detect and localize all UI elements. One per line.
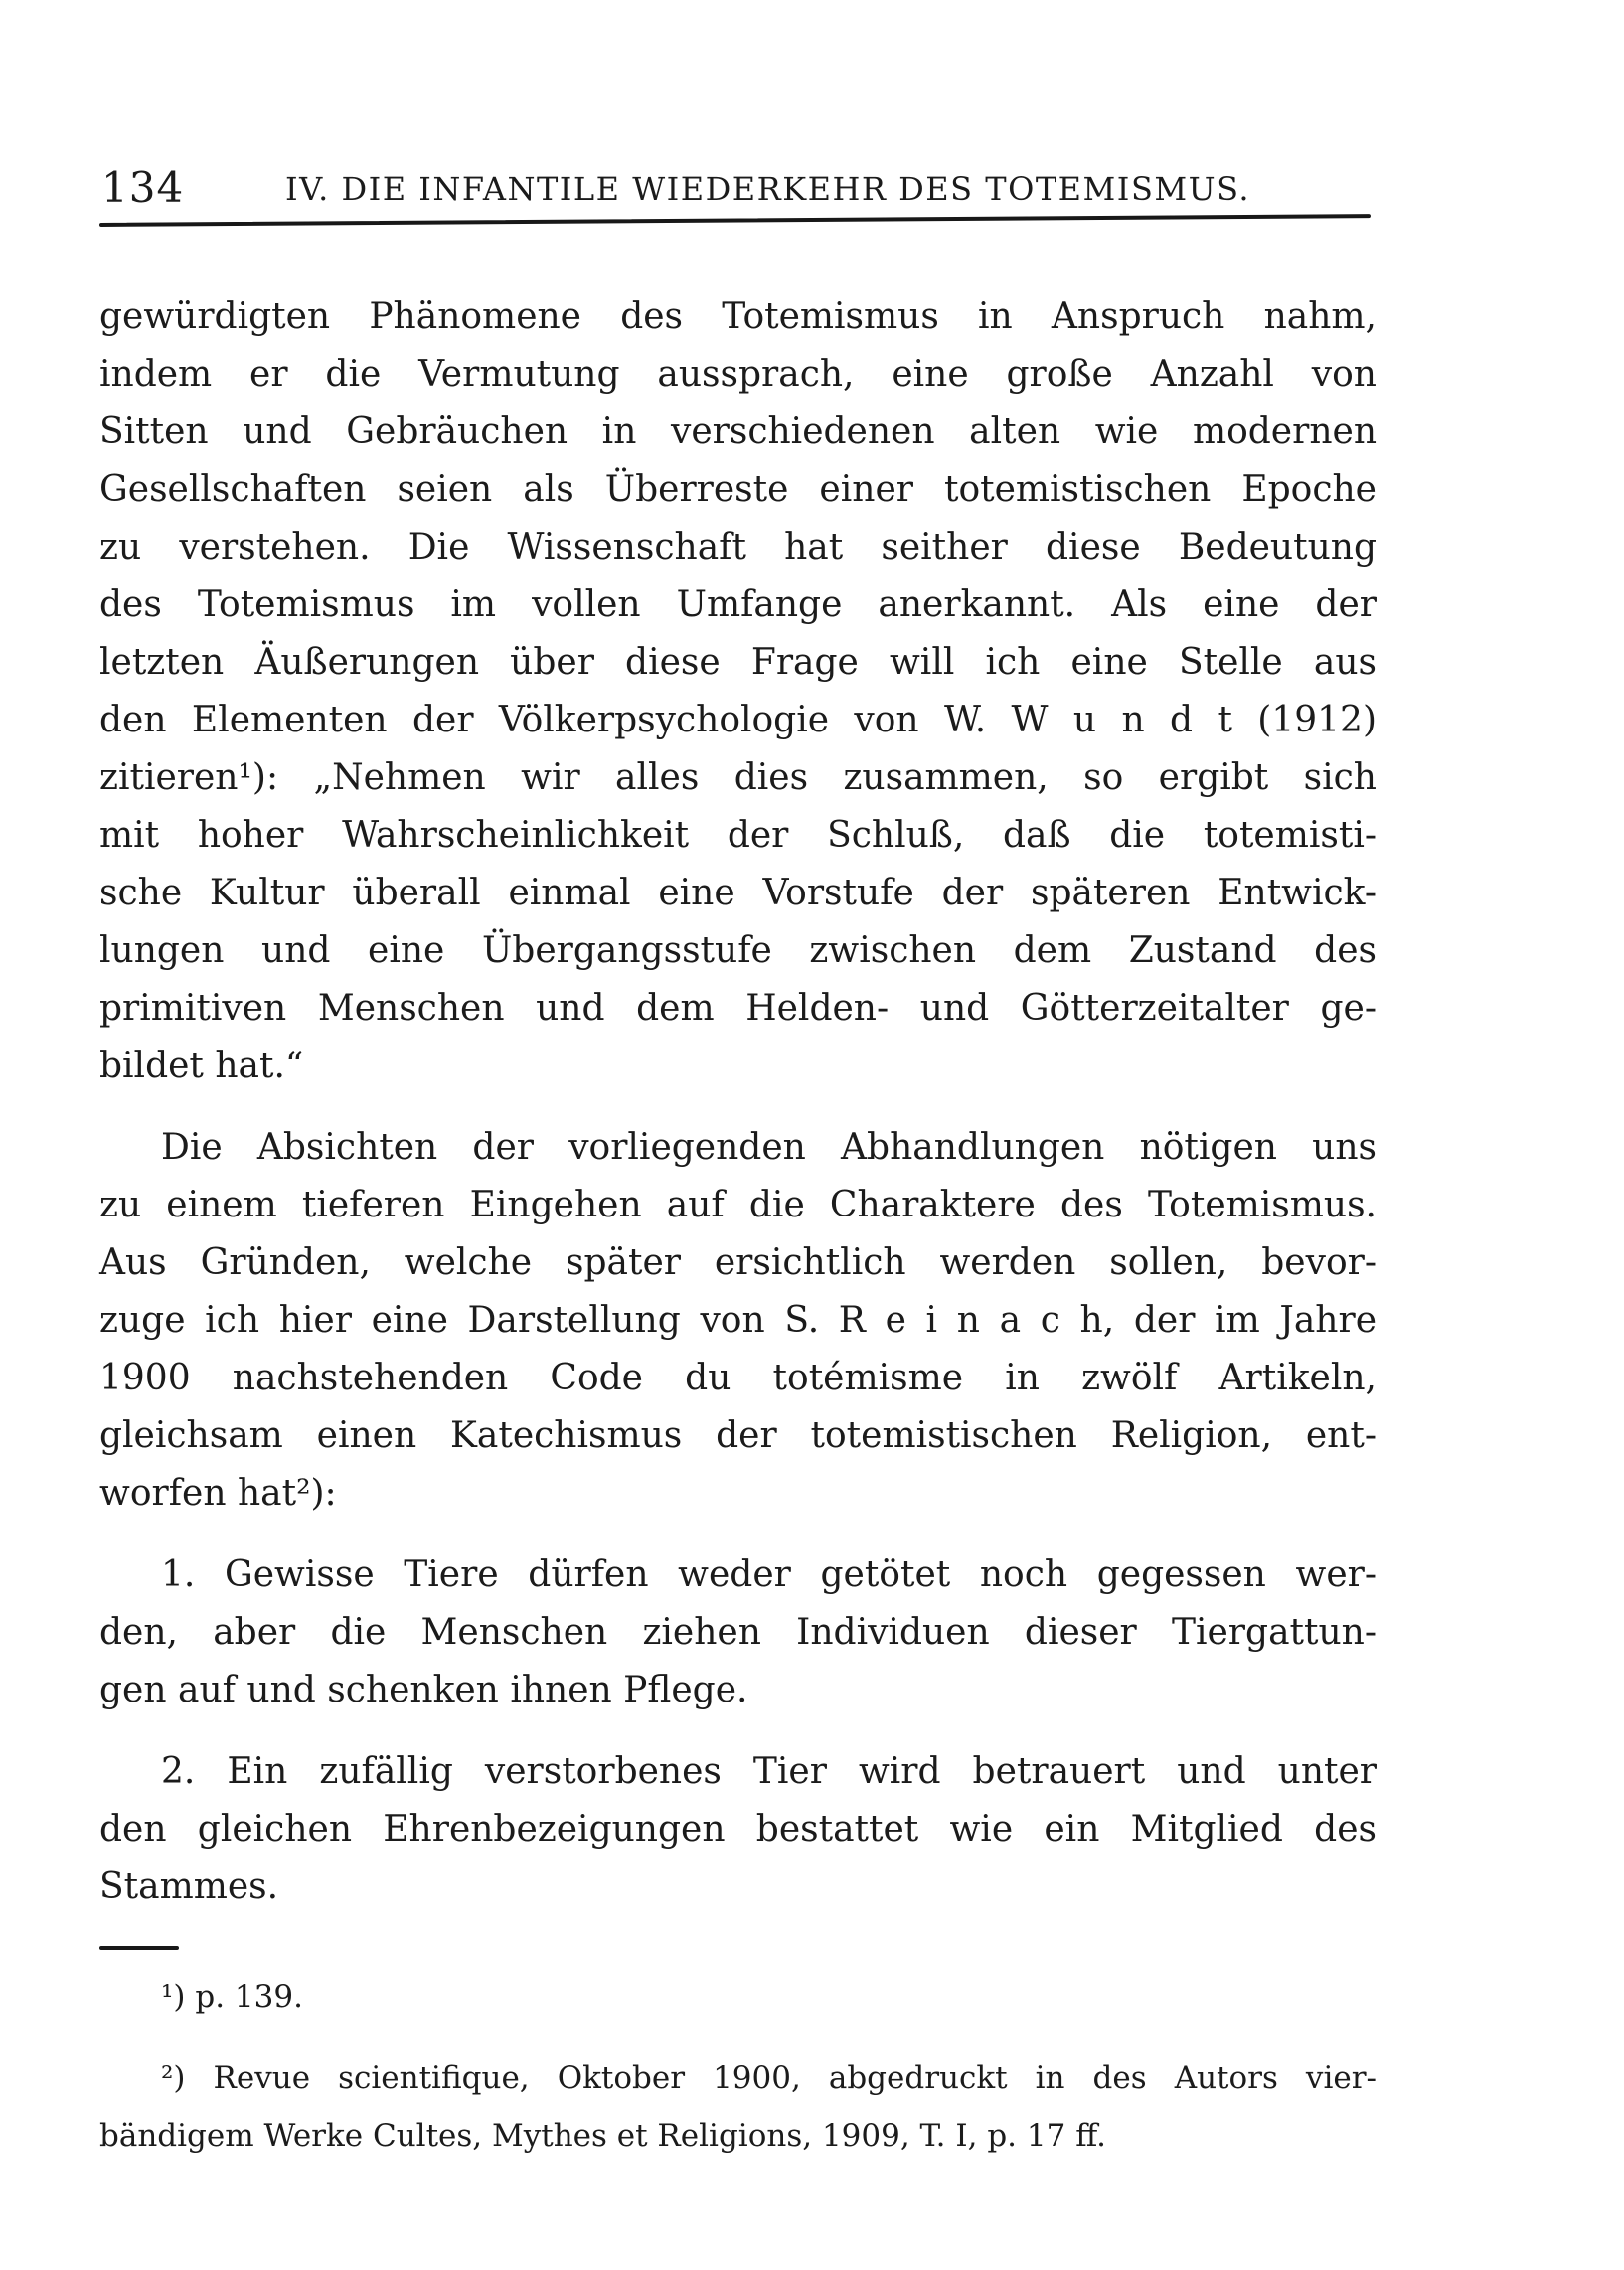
text-line: mit hoher Wahrscheinlichkeit der Schluß, daß die totemisti- bbox=[99, 815, 1377, 856]
footnote bbox=[99, 2049, 1377, 2165]
text-line: 2. Ein zufällig verstorbenes Tier wird betrauert und unter bbox=[161, 1751, 1377, 1792]
text-line: 1. Gewisse Tiere dürfen weder getötet noch gegessen wer- bbox=[161, 1554, 1377, 1595]
text-line: Sitten und Gebräuchen in verschiedenen alten wie modernen bbox=[99, 411, 1377, 452]
text-line: zu einem tieferen Eingehen auf die Charaktere des Totemismus. bbox=[99, 1185, 1377, 1225]
running-header bbox=[99, 165, 1377, 211]
text-line: zu verstehen. Die Wissenschaft hat seither diese Bedeutung bbox=[99, 527, 1377, 568]
page-content bbox=[99, 165, 1377, 2165]
text-line: Aus Gründen, welche später ersichtlich werden sollen, bevor- bbox=[99, 1242, 1377, 1283]
text-line: primitiven Menschen und dem Helden- und Götterzeitalter ge- bbox=[99, 988, 1377, 1029]
text-line: zuge ich hier eine Darstellung von S. R e i n a c h, der im Jahre bbox=[99, 1300, 1377, 1341]
footnote-line: ¹) p. 139. bbox=[161, 1979, 303, 2015]
text-line: den Elementen der Völkerpsychologie von W. W u n d t (1912) bbox=[99, 700, 1377, 740]
text-line: gen auf und schenken ihnen Pflege. bbox=[99, 1670, 748, 1710]
page-number: 134 bbox=[101, 163, 185, 212]
paragraph bbox=[99, 1546, 1377, 1719]
text-line: Stammes. bbox=[99, 1866, 279, 1907]
text-line: des Totemismus im vollen Umfange anerkannt. Als eine der bbox=[99, 584, 1377, 625]
text-line: sche Kultur überall einmal eine Vorstufe der späteren Entwick- bbox=[99, 873, 1377, 913]
text-line: letzten Äußerungen über diese Frage will ich eine Stelle aus bbox=[99, 642, 1377, 683]
text-line: gleichsam einen Katechismus der totemistischen Religion, ent- bbox=[99, 1415, 1377, 1456]
paragraph bbox=[99, 1743, 1377, 1916]
text-line: bildet hat.“ bbox=[99, 1046, 304, 1086]
text-line: 1900 nachstehenden Code du totémisme in zwölf Artikeln, bbox=[99, 1358, 1377, 1398]
paragraph bbox=[99, 288, 1377, 1095]
text-line: zitieren¹): „Nehmen wir alles dies zusammen, so ergibt sich bbox=[99, 757, 1377, 798]
running-title: IV. DIE INFANTILE WIEDERKEHR DES TOTEMISMUS. bbox=[284, 170, 1251, 208]
text-line: indem er die Vermutung aussprach, eine große Anzahl von bbox=[99, 354, 1377, 395]
footnotes bbox=[99, 1968, 1377, 2165]
text-line: den gleichen Ehrenbezeigungen bestattet wie ein Mitglied des bbox=[99, 1809, 1377, 1850]
text-line: gewürdigten Phänomene des Totemismus in Anspruch nahm, bbox=[99, 296, 1377, 337]
text-line: worfen hat²): bbox=[99, 1473, 337, 1514]
footnote-line: bändigem Werke Cultes, Mythes et Religions, 1909, T. I, p. 17 ff. bbox=[99, 2118, 1106, 2154]
text-line: lungen und eine Übergangsstufe zwischen dem Zustand des bbox=[99, 930, 1377, 971]
text-line: Die Absichten der vorliegenden Abhandlungen nötigen uns bbox=[161, 1127, 1377, 1168]
footnote-separator bbox=[99, 1946, 179, 1950]
header-rule bbox=[99, 214, 1371, 227]
paragraph bbox=[99, 1119, 1377, 1523]
text-line: Gesellschaften seien als Überreste einer totemistischen Epoche bbox=[99, 469, 1377, 510]
text-line: den, aber die Menschen ziehen Individuen dieser Tiergattun- bbox=[99, 1612, 1377, 1653]
footnote bbox=[99, 1968, 1377, 2026]
footnote-line: ²) Revue scientifique, Oktober 1900, abgedruckt in des Autors vier- bbox=[161, 2060, 1377, 2096]
body-text bbox=[99, 288, 1377, 1916]
